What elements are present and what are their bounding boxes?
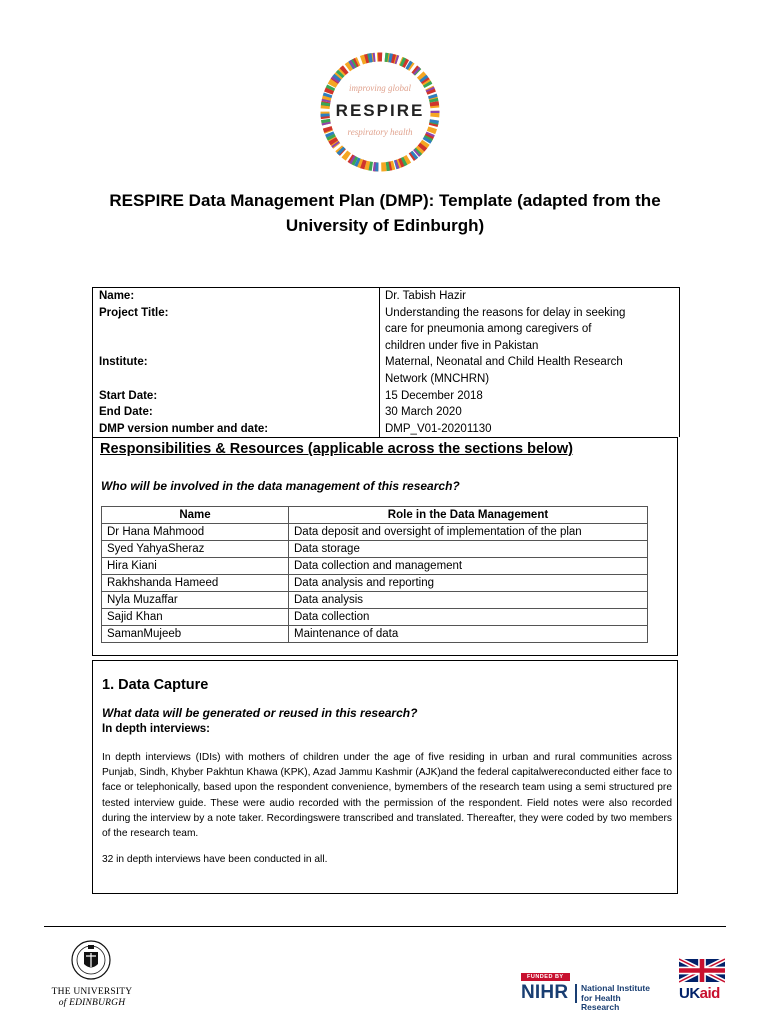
footer-divider	[44, 926, 726, 927]
data-capture-subheading: In depth interviews:	[102, 723, 210, 735]
uoe-wordmark	[45, 987, 139, 1009]
person-name: Syed YahyaSheraz	[102, 541, 289, 558]
logo-tagline-bottom: respiratory health	[347, 127, 413, 137]
nihr-abbr: NIHR	[521, 982, 569, 1003]
name-value: Dr. Tabish Hazir	[385, 290, 466, 302]
person-role: Data collection and management	[289, 558, 648, 575]
responsibilities-section	[92, 437, 678, 656]
project-label: Project Title:	[93, 305, 380, 355]
data-capture-count-note: 32 in depth interviews have been conducted in all.	[102, 854, 328, 865]
table-row	[102, 541, 648, 558]
nihr-fullname	[581, 984, 656, 1013]
nihr-logo	[521, 973, 656, 1012]
col-name-header: Name	[102, 507, 289, 524]
data-capture-section	[92, 660, 678, 894]
person-name: Nyla Muzaffar	[102, 592, 289, 609]
ukaid-logo	[679, 957, 725, 1007]
people-header-row	[102, 507, 648, 524]
meta-row-start	[93, 388, 679, 405]
data-capture-heading: 1. Data Capture	[102, 677, 209, 693]
responsibilities-question: Who will be involved in the data management of this research?	[101, 479, 460, 493]
person-role: Data analysis and reporting	[289, 575, 648, 592]
version-value: DMP_V01-20201130	[385, 422, 492, 435]
table-row	[102, 558, 648, 575]
end-date-value: 30 March 2020	[385, 406, 462, 419]
person-role: Data analysis	[289, 592, 648, 609]
data-capture-question: What data will be generated or reused in this research?	[102, 706, 418, 720]
meta-row-name	[93, 288, 679, 305]
meta-row-project	[93, 305, 679, 355]
end-date-label: End Date:	[93, 404, 380, 421]
project-value	[380, 305, 679, 355]
person-name: SamanMujeeb	[102, 626, 289, 643]
person-role: Data collection	[289, 609, 648, 626]
ukaid-aid: aid	[699, 985, 720, 1002]
person-name: Rakhshanda Hameed	[102, 575, 289, 592]
project-value-line: Understanding the reasons for delay in seeking	[385, 306, 626, 319]
person-name: Dr Hana Mahmood	[102, 524, 289, 541]
name-label: Name:	[93, 288, 380, 305]
person-role: Maintenance of data	[289, 626, 648, 643]
start-date-value: 15 December 2018	[385, 389, 483, 402]
nihr-separator	[575, 984, 577, 1003]
table-row	[102, 524, 648, 541]
nihr-name-line: for Health Research	[581, 992, 621, 1012]
person-name: Sajid Khan	[102, 609, 289, 626]
meta-row-institute	[93, 354, 679, 387]
table-row	[102, 592, 648, 609]
table-row	[102, 609, 648, 626]
data-capture-paragraph: In depth interviews (IDIs) with mothers of children under the age of five residing in urban and rural communities across Punjab, Sindh, Khyber Pakhtun Khawa (KPK), Azad Jammu Kashmir (AJK)and the federal capitalwereconducted either face to face or telephonically, based upon the respondent convenience, bymembers of the research team using a semi structured pre tested interview guide. These were audio recorded with the permission of the respondent. Field notes were also recorded during the interview by a note taker. Recordingswere transcribed and translated. Thereafter, they were coded by two members of the research team.	[102, 752, 672, 840]
person-role: Data storage	[289, 541, 648, 558]
person-role: Data deposit and oversight of implementation of the plan	[289, 524, 648, 541]
institute-value-line: Network (MNCHRN)	[385, 372, 490, 385]
respire-ring-icon	[318, 50, 442, 174]
meta-row-end	[93, 404, 679, 421]
table-row	[102, 575, 648, 592]
table-row	[102, 626, 648, 643]
responsibilities-heading: Responsibilities & Resources (applicable across the sections below)	[100, 441, 574, 457]
project-value-line: children under five in Pakistan	[385, 339, 539, 352]
nihr-funded-badge: FUNDED BY	[521, 973, 570, 981]
respire-logo	[318, 50, 442, 174]
institute-label: Institute:	[93, 354, 380, 387]
university-crest-icon	[71, 940, 111, 984]
ukaid-wordmark	[679, 985, 720, 1002]
institute-value	[380, 354, 679, 387]
person-name: Hira Kiani	[102, 558, 289, 575]
version-label: DMP version number and date:	[93, 421, 380, 438]
document-title: RESPIRE Data Management Plan (DMP): Template (adapted from the University of Edinburgh)	[109, 191, 661, 235]
union-flag-icon	[679, 957, 725, 984]
project-value-line: care for pneumonia among caregivers of	[385, 323, 592, 336]
uoe-line2: of EDINBURGH	[58, 998, 126, 1008]
col-role-header: Role in the Data Management	[289, 507, 648, 524]
people-table	[101, 506, 648, 643]
nihr-name-line: National Institute	[581, 983, 650, 993]
uoe-logo	[45, 940, 139, 1016]
meta-row-version	[93, 421, 679, 438]
logo-tagline-top: improving global	[349, 83, 411, 93]
institute-value-line: Maternal, Neonatal and Child Health Research	[385, 356, 623, 369]
ukaid-uk: UK	[679, 985, 700, 1002]
start-date-label: Start Date:	[93, 388, 380, 405]
metadata-table	[92, 287, 680, 437]
uoe-line1: THE UNIVERSITY	[51, 987, 133, 997]
logo-name: RESPIRE	[335, 101, 425, 120]
